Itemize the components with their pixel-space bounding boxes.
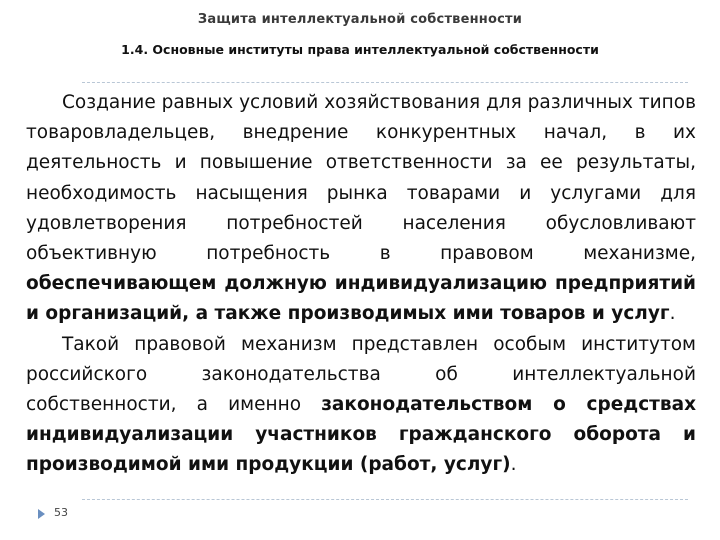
bottom-divider xyxy=(82,499,688,500)
paragraph-2-text: Такой правовой механизм представлен особым институтом российского законодательства об интеллектуальной собственности, а именно xyxy=(26,333,696,416)
slide-body xyxy=(26,88,696,481)
paragraph-2-end: . xyxy=(510,454,517,476)
paragraph-1 xyxy=(26,88,696,330)
page-number: 53 xyxy=(54,506,68,519)
paragraph-2-bold-text: законодательством о средствах индивидуализации участников гражданского оборота и производимой ими продукции (работ, услуг) xyxy=(26,394,697,476)
paragraph-1-bold-text: обеспечивающем должную индивидуализацию предприятий и организаций, а также производимых ими товаров и услуг xyxy=(26,273,696,325)
paragraph-1-text: Создание равных условий хозяйствования для различных типов товаровладельцев, внедрение конкурентных начал, в их деятельность и повышение ответственности за ее результаты, необходимость насыщения рынка товарами и услугами для удовлетворения потребностей населения обусловливают объективную потребность в правовом механизме, xyxy=(26,92,696,265)
presentation-title: Защита интеллектуальной собственности xyxy=(197,12,523,27)
paragraph-1-end: . xyxy=(669,303,676,325)
top-divider xyxy=(82,82,688,83)
triangle-marker-icon xyxy=(38,509,45,519)
section-subtitle: 1.4. Основные институты права интеллектуальной собственности xyxy=(121,42,599,57)
paragraph-2 xyxy=(26,330,696,481)
